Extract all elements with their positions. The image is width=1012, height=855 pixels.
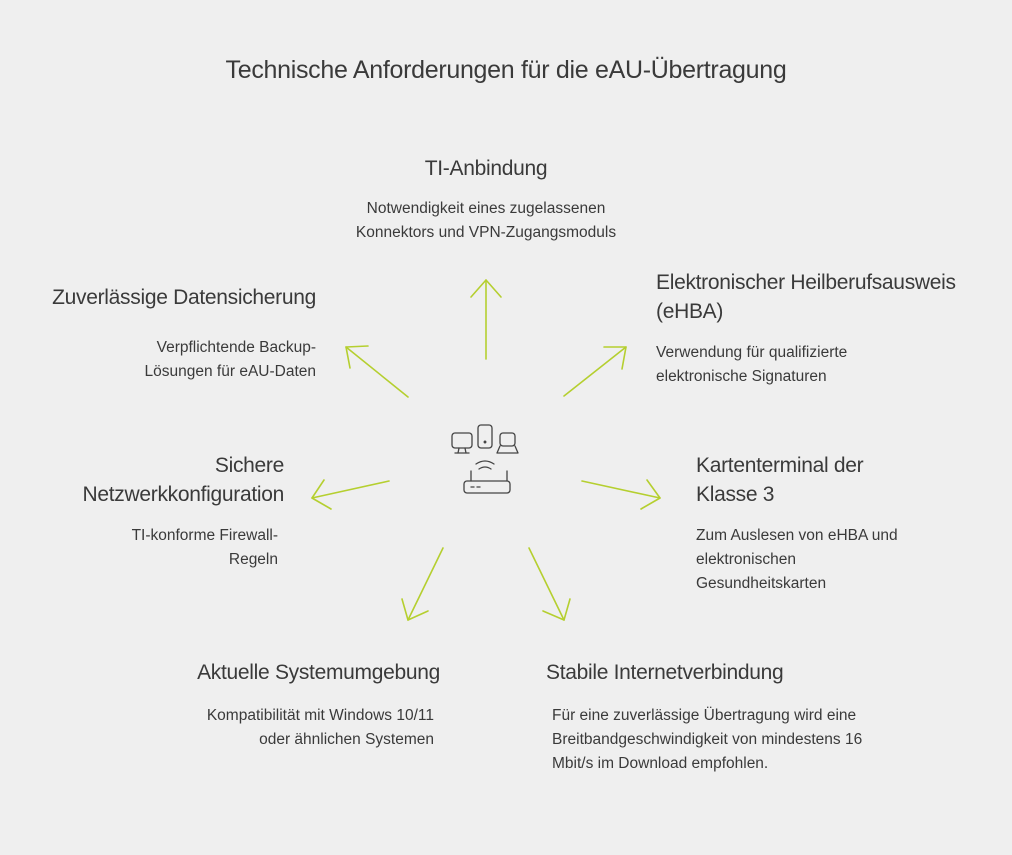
node-heading: TI-Anbindung [424, 157, 548, 180]
node-ti-anbindung [336, 154, 636, 245]
devices-router-icon [448, 420, 524, 496]
node-heading: Elektronischer Heilberufsausweis (eHBA) [656, 271, 956, 323]
arrow-up-left-icon [346, 346, 408, 397]
node-description: Zum Auslesen von eHBA und elektronischen Gesundheitskarten [696, 527, 898, 592]
node-description: TI-konforme Firewall- Regeln [131, 527, 278, 568]
node-heading: Stabile Internetverbindung [546, 661, 784, 684]
node-internetverbindung [546, 658, 946, 776]
node-heading: Kartenterminal der Klasse 3 [696, 454, 864, 506]
arrow-up-icon [471, 280, 501, 359]
node-systemumgebung [140, 658, 440, 752]
node-description: Kompatibilität mit Windows 10/11 oder ähnlichen Systemen [206, 707, 434, 748]
node-heading: Zuverlässige Datensicherung [52, 286, 316, 309]
arrow-down-right-icon [529, 548, 570, 620]
node-description: Verpflichtende Backup- Lösungen für eAU-Daten [144, 339, 316, 380]
node-netzwerkkonfiguration [44, 451, 284, 572]
diagram-title: Technische Anforderungen für die eAU-Übertragung [225, 56, 787, 84]
node-heading: Aktuelle Systemumgebung [197, 661, 440, 684]
arrow-left-icon [312, 480, 389, 509]
node-ehba [656, 268, 986, 389]
node-description: Verwendung für qualifizierte elektronische Signaturen [656, 344, 848, 385]
arrow-right-icon [582, 480, 660, 509]
arrow-down-left-icon [402, 548, 443, 620]
node-datensicherung [16, 283, 316, 384]
arrow-up-right-icon [564, 347, 626, 396]
node-description: Für eine zuverlässige Übertragung wird eine Breitbandgeschwindigkeit von mindestens 16 Mbit/s im Download empfohlen. [552, 707, 863, 772]
node-heading: Sichere Netzwerkkonfiguration [82, 454, 284, 506]
node-description: Notwendigkeit eines zugelassenen Konnektors und VPN-Zugangsmoduls [355, 200, 617, 241]
node-kartenterminal [696, 451, 956, 596]
